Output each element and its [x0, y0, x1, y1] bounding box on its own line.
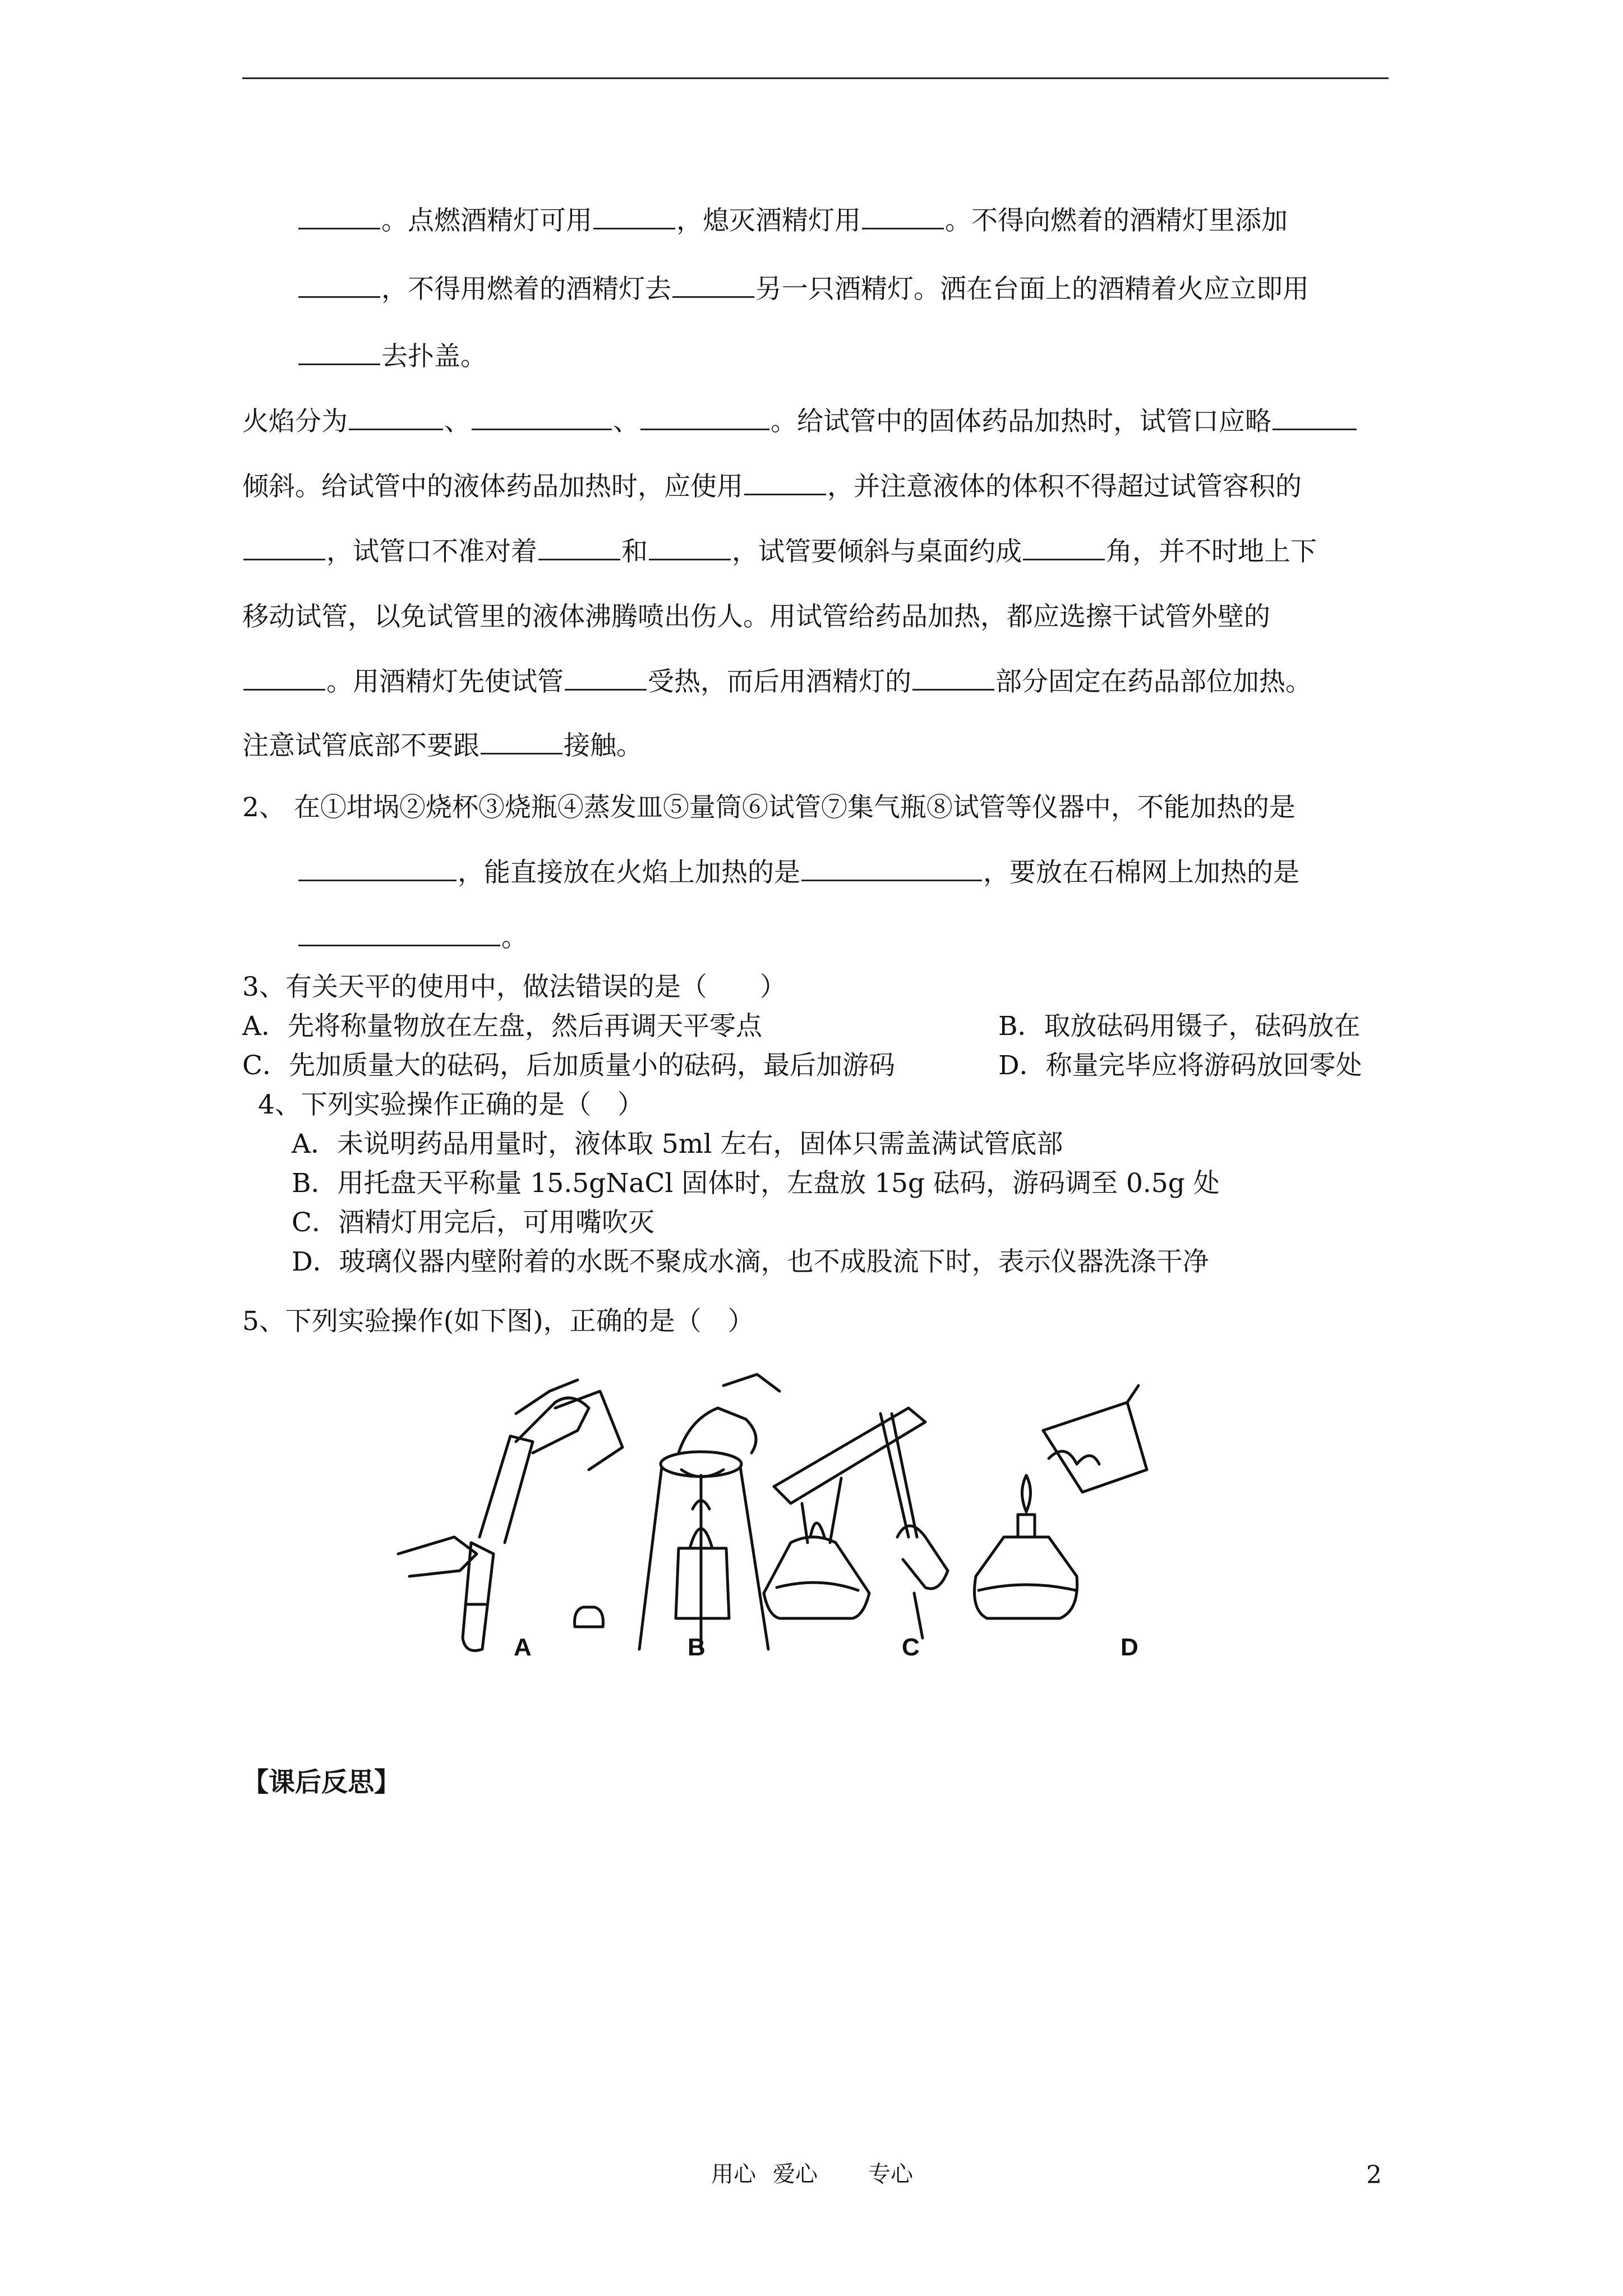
text-line-6 [242, 535, 1317, 569]
section-title-reflection: 【课后反思】 [242, 1767, 400, 1798]
answer-blank [862, 205, 944, 229]
question-3-option-b: B．取放砝码用镊子，砝码放在 [998, 1011, 1361, 1042]
text: 和 [621, 536, 648, 567]
text: 2、 在①坩埚②烧杯③烧瓶④蒸发皿⑤量筒⑥试管⑦集气瓶⑧试管等仪器中，不能加热的是 [242, 792, 1295, 823]
question-3-option-a: A．先将称量物放在左盘，然后再调天平零点 [242, 1011, 762, 1042]
answer-blank [801, 857, 982, 881]
answer-blank [298, 341, 380, 365]
answer-blank [593, 205, 675, 229]
question-4-option-b: B．用托盘天平称量 15.5gNaCl 固体时，左盘放 15g 砝码，游码调至 0.5g 处 [292, 1168, 1220, 1199]
lab-operations-figure [387, 1369, 1172, 1683]
figure-label-c: C [902, 1634, 920, 1661]
text: 接触。 [564, 730, 643, 761]
question-4-stem: 4、下列实验操作正确的是（ ） [258, 1089, 644, 1120]
text: ，不得用燃着的酒精灯去 [381, 274, 671, 305]
figure-b-tripod-sketch [639, 1374, 780, 1649]
text: 部分固定在药品部位加热。 [995, 666, 1312, 697]
text-line-7 [242, 600, 1270, 634]
text-line-1 [297, 204, 1288, 238]
page-number: 2 [1366, 2161, 1382, 2189]
question-3-option-c: C．先加质量大的砝码，后加质量小的砝码，最后加游码 [242, 1050, 895, 1081]
answer-blank [472, 406, 612, 430]
text: 倾斜。给试管中的液体药品加热时，应使用 [242, 471, 743, 502]
text: 、 [444, 406, 471, 437]
text: 火焰分为 [242, 406, 348, 437]
text-line-9 [242, 729, 643, 763]
question-2-line-3 [297, 921, 528, 955]
text: 。点燃酒精灯可用 [381, 205, 592, 236]
figure-d-lamp-sketch [975, 1386, 1147, 1618]
figure-label-a: A [514, 1634, 532, 1661]
answer-blank [649, 536, 731, 560]
figure-c-heating-sketch [764, 1408, 948, 1638]
answer-blank [640, 406, 769, 430]
text: 另一只酒精灯。洒在台面上的酒精着火应立即用 [755, 274, 1309, 305]
text: 注意试管底部不要跟 [242, 730, 479, 761]
figure-label-b: B [688, 1634, 706, 1661]
answer-blank [349, 406, 443, 430]
footer-text-1: 用心 [711, 2161, 756, 2187]
question-3-stem: 3、有关天平的使用中，做法错误的是（ ） [242, 972, 786, 1002]
question-2-line-2 [297, 856, 1299, 890]
text: ，并注意液体的体积不得超过试管容积的 [827, 471, 1302, 502]
text: ，试管要倾斜与桌面约成 [732, 536, 1022, 567]
text: ，熄灭酒精灯用 [676, 205, 861, 236]
answer-blank [565, 666, 647, 691]
text-line-3 [297, 340, 487, 374]
question-3-option-d: D．称量完毕应将游码放回零处 [998, 1050, 1362, 1081]
answer-blank [298, 922, 500, 946]
question-4-option-c: C．酒精灯用完后，可用嘴吹灭 [292, 1207, 654, 1238]
question-4-option-a: A．未说明药品用量时，液体取 5ml 左右，固体只需盖满试管底部 [292, 1129, 1063, 1159]
figure-label-d: D [1121, 1634, 1138, 1661]
text-line-4 [242, 405, 1358, 439]
text: 。用酒精灯先使试管 [326, 666, 564, 697]
question-5-stem: 5、下列实验操作(如下图)，正确的是（ ） [242, 1306, 754, 1337]
answer-blank [1272, 406, 1357, 430]
text: 、 [613, 406, 639, 437]
figure-a-pouring-sketch [398, 1380, 623, 1651]
answer-blank [672, 274, 754, 298]
text: 。给试管中的固体药品加热时，试管口应略 [771, 406, 1271, 437]
text: 。 [501, 922, 528, 953]
text: 去扑盖。 [381, 341, 487, 372]
text: 。不得向燃着的酒精灯里添加 [945, 205, 1288, 236]
answer-blank [243, 536, 325, 560]
text: 受热，而后用酒精灯的 [648, 666, 911, 697]
answer-blank [744, 471, 826, 495]
question-2-stem [242, 791, 1295, 825]
text: ，试管口不准对着 [326, 536, 537, 567]
text: ，能直接放在火焰上加热的是 [458, 857, 800, 888]
answer-blank [243, 666, 325, 691]
text: 移动试管，以免试管里的液体沸腾喷出伤人。用试管给药品加热，都应选擦干试管外壁的 [242, 601, 1270, 632]
answer-blank [481, 730, 562, 754]
answer-blank [298, 274, 380, 298]
answer-blank [538, 536, 620, 560]
question-4-option-d: D．玻璃仪器内壁附着的水既不聚成水滴，也不成股流下时，表示仪器洗涤干净 [292, 1246, 1209, 1277]
text-line-8 [242, 665, 1312, 699]
answer-blank [1023, 536, 1105, 560]
text: ，要放在石棉网上加热的是 [983, 857, 1299, 888]
footer-text-3: 专心 [868, 2161, 913, 2187]
footer-text-2: 爱心 [773, 2161, 818, 2187]
answer-blank [298, 205, 380, 229]
text-line-2 [297, 273, 1309, 306]
text: 角，并不时地上下 [1106, 536, 1317, 567]
header-rule [242, 77, 1389, 79]
answer-blank [298, 857, 457, 881]
text-line-5 [242, 470, 1302, 504]
answer-blank [912, 666, 994, 691]
